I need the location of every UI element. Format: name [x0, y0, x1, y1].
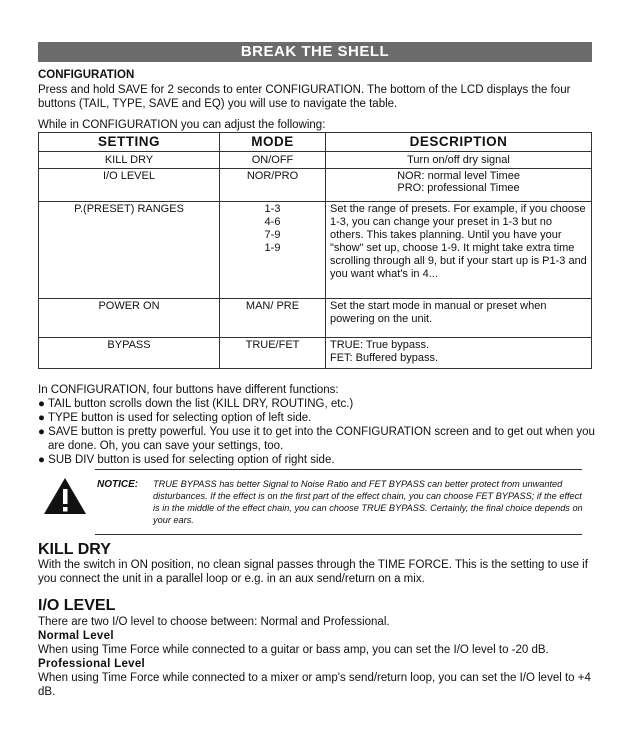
notice-top-divider: [95, 469, 582, 470]
table-row: [39, 202, 592, 299]
mode-line: 4-6: [264, 216, 281, 228]
io-level-heading: I/O LEVEL: [38, 597, 116, 614]
table-row: [39, 299, 592, 338]
header-setting: SETTING: [39, 133, 220, 152]
page-banner: BREAK THE SHELL: [38, 42, 592, 62]
header-mode: MODE: [220, 133, 326, 152]
normal-level-heading: Normal Level: [38, 630, 114, 642]
mode-line: 7-9: [264, 229, 281, 241]
button-functions: [38, 383, 598, 467]
io-level-section: [38, 615, 598, 699]
kill-dry-text: With the switch in ON position, no clean signal passes through the TIME FORCE. This is the setting to use if you connect the unit in a parallel loop or e.g. in an aux send/return on a mix.: [38, 559, 588, 585]
description-line: PRO: professional Timee: [397, 182, 520, 194]
mode-cell: TRUE/FET: [220, 338, 326, 369]
configuration-table: [38, 132, 592, 369]
functions-intro: In CONFIGURATION, four buttons have different functions:: [38, 384, 339, 396]
description-line: TRUE: True bypass.: [330, 339, 430, 351]
description-cell: [326, 169, 592, 202]
description-line: NOR: normal level Timee: [397, 170, 520, 182]
list-item-text: SAVE button is pretty powerful. You use it to get into the CONFIGURATION screen and to get out when you are done. Oh, you can save your settings, too.: [48, 426, 595, 452]
table-header-row: [39, 133, 592, 152]
setting-cell: BYPASS: [39, 338, 220, 369]
description-cell: Set the start mode in manual or preset when powering on the unit.: [326, 299, 592, 338]
notice-bottom-divider: [95, 534, 582, 535]
setting-cell: KILL DRY: [39, 152, 220, 169]
configuration-adjust-text: While in CONFIGURATION you can adjust the following:: [38, 119, 326, 131]
list-item: ● SAVE button is pretty powerful. You use it to get into the CONFIGURATION screen and to get out when you are done. Oh, you can save your settings, too.: [38, 426, 595, 452]
professional-level-text: When using Time Force while connected to a mixer or amp's send/return loop, you can set the I/O level to +4 dB.: [38, 672, 591, 698]
header-description: DESCRIPTION: [326, 133, 592, 152]
setting-cell: POWER ON: [39, 299, 220, 338]
mode-cell: NOR/PRO: [220, 169, 326, 202]
io-level-intro: There are two I/O level to choose between: Normal and Professional.: [38, 616, 390, 628]
list-item: ● SUB DIV button is used for selecting option of right side.: [38, 454, 335, 466]
mode-line: 1-3: [264, 203, 281, 215]
professional-level-heading: Professional Level: [38, 658, 146, 670]
kill-dry-heading: KILL DRY: [38, 541, 111, 558]
description-line: FET: Buffered bypass.: [330, 352, 439, 364]
configuration-intro: Press and hold SAVE for 2 seconds to enter CONFIGURATION. The bottom of the LCD displays the four buttons (TAIL, TYPE, SAVE and EQ) you will use to navigate the table.: [38, 84, 571, 110]
description-cell: Turn on/off dry signal: [326, 152, 592, 169]
configuration-heading: CONFIGURATION: [38, 69, 135, 81]
table-row: [39, 152, 592, 169]
list-item: ● TYPE button is used for selecting option of left side.: [38, 412, 312, 424]
description-cell: [326, 338, 592, 369]
mode-line: 1-9: [264, 242, 281, 254]
setting-cell: I/O LEVEL: [39, 169, 220, 202]
notice-text: TRUE BYPASS has better Signal to Noise Ratio and FET BYPASS can better protect from unwanted disturbances. If the effect is on the first part of the effect chain, you can choose FET BYPASS; if the effect is in the middle of the effect chain, you can choose TRUE BYPASS. Certainly, the final choice depends on your ears.: [153, 479, 583, 525]
list-item-text: TAIL button scrolls down the list (KILL DRY, ROUTING, etc.): [47, 398, 354, 410]
setting-cell: P.(PRESET) RANGES: [39, 202, 220, 299]
notice-box: [97, 478, 589, 525]
list-item-text: SUB DIV button is used for selecting option of right side.: [48, 454, 335, 466]
normal-level-text: When using Time Force while connected to a guitar or bass amp, you can set the I/O level to -20 dB.: [38, 644, 549, 656]
list-item-text: TYPE button is used for selecting option of left side.: [47, 412, 312, 424]
mode-cell: ON/OFF: [220, 152, 326, 169]
warning-icon: [42, 476, 88, 516]
table-row: [39, 169, 592, 202]
description-cell: Set the range of presets. For example, if you choose 1-3, you can change your preset in 1-3 but no others. This takes planning. Until you have your "show" set up, choose 1-9. It might take extra time scrolling through all 9, but if your start up is P1-3 and you want what's in 4...: [326, 202, 592, 299]
list-item: ● TAIL button scrolls down the list (KILL DRY, ROUTING, etc.): [38, 398, 354, 410]
mode-cell: [220, 202, 326, 299]
table-row: [39, 338, 592, 369]
mode-cell: MAN/ PRE: [220, 299, 326, 338]
notice-label: NOTICE:: [97, 479, 139, 490]
